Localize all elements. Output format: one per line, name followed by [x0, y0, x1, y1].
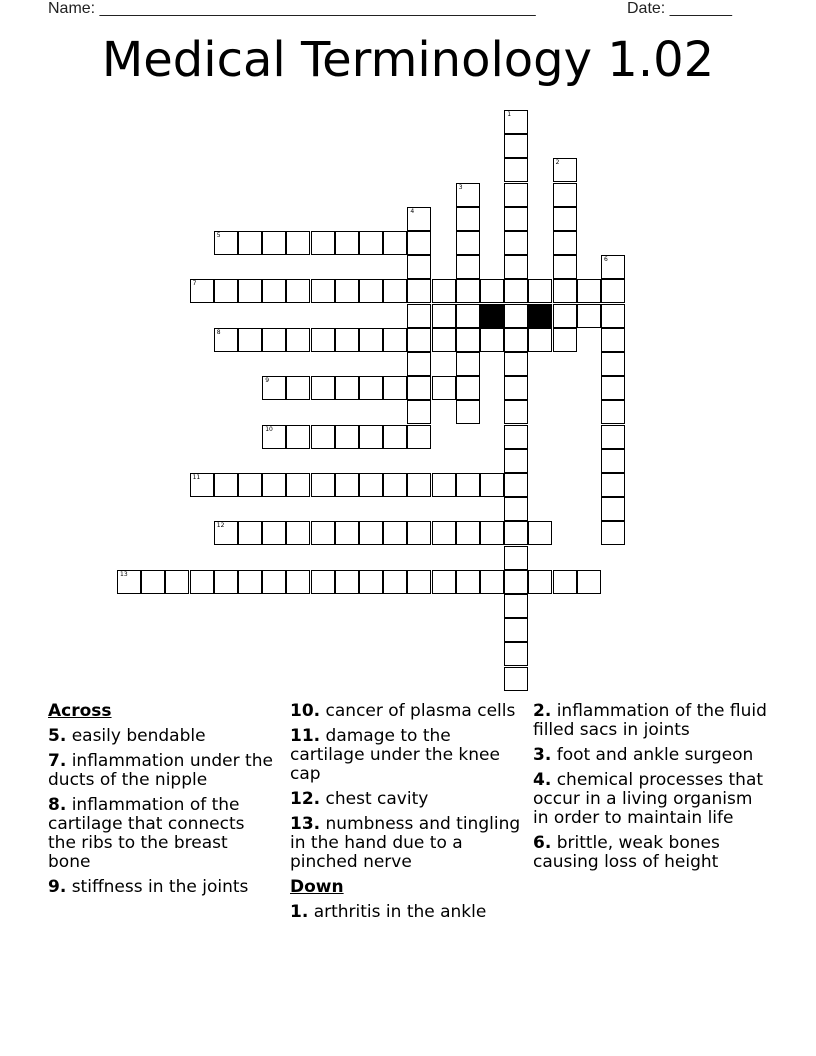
grid-cell[interactable] [577, 304, 601, 328]
grid-cell[interactable] [432, 521, 456, 545]
grid-cell[interactable] [335, 473, 359, 497]
grid-cell[interactable] [553, 207, 577, 231]
grid-cell[interactable] [553, 158, 577, 182]
grid-cell[interactable] [504, 594, 528, 618]
grid-cell[interactable] [456, 400, 480, 424]
grid-cell[interactable] [601, 352, 625, 376]
grid-cell[interactable] [456, 328, 480, 352]
grid-cell[interactable] [456, 279, 480, 303]
grid-cell[interactable] [214, 328, 238, 352]
grid-cell[interactable] [456, 521, 480, 545]
clue-number: 5. [48, 726, 67, 746]
grid-cell[interactable] [359, 521, 383, 545]
grid-cell[interactable] [456, 231, 480, 255]
grid-cell[interactable] [335, 231, 359, 255]
grid-cell[interactable] [553, 328, 577, 352]
grid-cell[interactable] [504, 158, 528, 182]
grid-cell[interactable] [504, 473, 528, 497]
clue-number: 1. [290, 902, 309, 922]
clue-number-label: 1 [507, 111, 512, 118]
clue-number-label: 2 [555, 159, 560, 167]
grid-cell[interactable] [407, 473, 431, 497]
clue-across-7 [48, 752, 273, 790]
grid-cell[interactable] [407, 400, 431, 424]
grid-cell[interactable] [262, 279, 286, 303]
grid-cell[interactable] [504, 376, 528, 400]
grid-cell[interactable] [553, 279, 577, 303]
clue-number: 2. [533, 701, 552, 721]
grid-cell[interactable] [480, 570, 504, 594]
grid-cell[interactable] [456, 352, 480, 376]
grid-cell[interactable] [601, 304, 625, 328]
grid-cell[interactable] [359, 570, 383, 594]
grid-cell[interactable] [407, 521, 431, 545]
clue-down-3 [533, 746, 768, 765]
grid-cell[interactable] [480, 521, 504, 545]
clue-across-12 [290, 790, 522, 809]
grid-cell[interactable] [504, 642, 528, 666]
clue-number-label: 9 [265, 377, 270, 385]
grid-cell[interactable] [407, 570, 431, 594]
grid-cell[interactable] [601, 425, 625, 449]
grid-cell[interactable] [528, 570, 552, 594]
grid-cell[interactable] [504, 207, 528, 231]
clue-number-label: 11 [192, 474, 201, 481]
grid-cell[interactable] [286, 231, 310, 255]
grid-cell[interactable] [407, 352, 431, 376]
grid-cell[interactable] [286, 328, 310, 352]
grid-cell[interactable] [383, 521, 407, 545]
grid-cell[interactable] [601, 521, 625, 545]
grid-cell[interactable] [601, 328, 625, 352]
grid-cell[interactable] [262, 425, 286, 449]
grid-cell[interactable] [359, 279, 383, 303]
down-heading: Down [290, 877, 344, 897]
grid-cell[interactable] [553, 570, 577, 594]
clue-text: brittle, weak bones causing loss of height [533, 833, 720, 872]
clue-across-13 [290, 815, 522, 872]
clue-down-2 [533, 702, 768, 740]
clue-number: 11. [290, 726, 321, 746]
clue-text: inflammation of the cartilage that connects the ribs to the breast bone [48, 795, 245, 872]
grid-cell[interactable] [601, 473, 625, 497]
grid-cell[interactable] [383, 279, 407, 303]
grid-cell[interactable] [504, 400, 528, 424]
grid-cell[interactable] [286, 425, 310, 449]
grid-cell[interactable] [504, 183, 528, 207]
grid-cell[interactable] [214, 473, 238, 497]
grid-cell[interactable] [432, 279, 456, 303]
grid-cell[interactable] [262, 328, 286, 352]
grid-cell[interactable] [504, 352, 528, 376]
grid-cell[interactable] [335, 425, 359, 449]
grid-cell[interactable] [601, 449, 625, 473]
clue-number-label: 4 [410, 207, 415, 215]
grid-cell[interactable] [407, 231, 431, 255]
grid-cell[interactable] [432, 376, 456, 400]
grid-cell[interactable] [504, 497, 528, 521]
grid-cell[interactable] [480, 473, 504, 497]
clue-text: stiffness in the joints [71, 877, 249, 897]
grid-cell[interactable] [432, 304, 456, 328]
grid-cell[interactable] [286, 521, 310, 545]
clue-text: numbness and tingling in the hand due to a pinched nerve [290, 814, 521, 872]
grid-cell[interactable] [359, 231, 383, 255]
grid-cell[interactable] [456, 473, 480, 497]
name-field[interactable]: Name: _________________________________________________ [48, 0, 536, 17]
clue-down-4 [533, 771, 768, 828]
grid-cell[interactable] [311, 231, 335, 255]
grid-cell[interactable] [117, 570, 141, 594]
clue-across-5 [48, 727, 273, 746]
grid-cell[interactable] [359, 425, 383, 449]
grid-cell[interactable] [601, 400, 625, 424]
clue-number: 4. [533, 770, 552, 790]
grid-cell[interactable] [190, 279, 214, 303]
grid-cell[interactable] [528, 521, 552, 545]
grid-cell[interactable] [262, 231, 286, 255]
grid-cell[interactable] [214, 279, 238, 303]
grid-cell[interactable] [238, 521, 262, 545]
clue-number-label: 7 [192, 280, 197, 288]
grid-cell[interactable] [504, 134, 528, 158]
clues-column-1 [48, 702, 273, 903]
grid-cell[interactable] [238, 473, 262, 497]
clue-number: 6. [533, 833, 552, 853]
clues-column-3 [533, 702, 768, 878]
grid-cell[interactable] [577, 570, 601, 594]
clue-across-10 [290, 702, 522, 721]
grid-cell[interactable] [311, 570, 335, 594]
grid-cell[interactable] [238, 570, 262, 594]
grid-cell[interactable] [504, 546, 528, 570]
grid-cell[interactable] [601, 279, 625, 303]
grid-cell[interactable] [383, 425, 407, 449]
grid-cell[interactable] [504, 618, 528, 642]
clue-text: arthritis in the ankle [313, 902, 487, 922]
clue-down-6 [533, 834, 768, 872]
clue-text: cancer of plasma cells [325, 701, 516, 721]
grid-cell[interactable] [504, 255, 528, 279]
grid-cell[interactable] [553, 304, 577, 328]
clue-number: 3. [533, 745, 552, 765]
grid-cell[interactable] [456, 255, 480, 279]
page-title: Medical Terminology 1.02 [101, 32, 715, 88]
grid-cell[interactable] [601, 255, 625, 279]
date-field[interactable]: Date: _______ [627, 0, 732, 17]
clue-number-label: 5 [216, 232, 221, 239]
clues-column-2 [290, 702, 522, 928]
clue-text: inflammation under the ducts of the nipple [48, 751, 273, 790]
grid-cell[interactable] [311, 376, 335, 400]
grid-cell[interactable] [504, 425, 528, 449]
grid-cell[interactable] [504, 279, 528, 303]
grid-cell[interactable] [432, 328, 456, 352]
grid-cell[interactable] [311, 521, 335, 545]
clue-across-8 [48, 796, 273, 872]
grid-cell[interactable] [383, 328, 407, 352]
grid-cell[interactable] [456, 376, 480, 400]
clue-text: easily bendable [71, 726, 206, 746]
clue-number-label: 13 [120, 570, 128, 578]
grid-cell[interactable] [407, 255, 431, 279]
grid-cell[interactable] [262, 376, 286, 400]
clue-text: foot and ankle surgeon [556, 745, 754, 765]
grid-cell[interactable] [335, 279, 359, 303]
black-square [528, 304, 552, 328]
grid-cell[interactable] [383, 473, 407, 497]
grid-cell[interactable] [553, 231, 577, 255]
grid-cell[interactable] [456, 207, 480, 231]
grid-cell[interactable] [504, 570, 528, 594]
grid-cell[interactable] [286, 570, 310, 594]
grid-cell[interactable] [480, 279, 504, 303]
grid-cell[interactable] [383, 231, 407, 255]
grid-cell[interactable] [335, 328, 359, 352]
grid-cell[interactable] [262, 521, 286, 545]
grid-cell[interactable] [214, 521, 238, 545]
grid-cell[interactable] [504, 449, 528, 473]
grid-cell[interactable] [407, 207, 431, 231]
grid-cell[interactable] [407, 376, 431, 400]
grid-cell[interactable] [432, 473, 456, 497]
clue-number-label: 12 [216, 522, 225, 530]
grid-cell[interactable] [504, 667, 528, 691]
grid-cell[interactable] [480, 328, 504, 352]
grid-cell[interactable] [504, 231, 528, 255]
grid-cell[interactable] [383, 570, 407, 594]
grid-cell[interactable] [165, 570, 189, 594]
clue-down-1 [290, 903, 522, 922]
grid-cell[interactable] [214, 570, 238, 594]
grid-cell[interactable] [335, 570, 359, 594]
grid-cell[interactable] [407, 328, 431, 352]
grid-cell[interactable] [553, 183, 577, 207]
grid-cell[interactable] [311, 279, 335, 303]
grid-cell[interactable] [577, 279, 601, 303]
grid-cell[interactable] [190, 570, 214, 594]
grid-cell[interactable] [359, 473, 383, 497]
grid-cell[interactable] [601, 497, 625, 521]
clue-number: 8. [48, 795, 67, 815]
grid-cell[interactable] [286, 279, 310, 303]
clue-number-label: 10 [265, 425, 273, 433]
clue-across-9 [48, 878, 273, 897]
clue-number: 10. [290, 701, 321, 721]
grid-cell[interactable] [456, 183, 480, 207]
clue-text: damage to the cartilage under the knee cap [290, 726, 500, 784]
grid-cell[interactable] [407, 279, 431, 303]
clue-number: 12. [290, 789, 321, 809]
clue-number-label: 3 [458, 183, 463, 191]
across-heading: Across [48, 701, 112, 721]
clue-text: inflammation of the fluid filled sacs in joints [533, 701, 767, 740]
grid-cell[interactable] [432, 570, 456, 594]
grid-cell[interactable] [407, 304, 431, 328]
grid-cell[interactable] [504, 304, 528, 328]
grid-cell[interactable] [383, 376, 407, 400]
grid-cell[interactable] [311, 425, 335, 449]
clue-number: 7. [48, 751, 67, 771]
grid-cell[interactable] [286, 376, 310, 400]
grid-cell[interactable] [214, 231, 238, 255]
grid-cell[interactable] [504, 521, 528, 545]
clue-across-11 [290, 727, 522, 784]
grid-cell[interactable] [238, 279, 262, 303]
grid-cell[interactable] [262, 473, 286, 497]
grid-cell[interactable] [190, 473, 214, 497]
grid-cell[interactable] [335, 376, 359, 400]
clue-number: 9. [48, 877, 67, 897]
clue-text: chest cavity [325, 789, 429, 809]
clue-text: chemical processes that occur in a living organism in order to maintain life [533, 770, 764, 828]
grid-cell[interactable] [504, 110, 528, 134]
grid-cell[interactable] [528, 328, 552, 352]
clue-number-label: 6 [604, 256, 608, 264]
grid-cell[interactable] [141, 570, 165, 594]
clue-number-label: 8 [216, 328, 221, 336]
black-square [480, 304, 504, 328]
grid-cell[interactable] [601, 376, 625, 400]
grid-cell[interactable] [456, 570, 480, 594]
grid-cell[interactable] [359, 328, 383, 352]
grid-cell[interactable] [238, 231, 262, 255]
grid-cell[interactable] [238, 328, 262, 352]
grid-cell[interactable] [286, 473, 310, 497]
grid-cell[interactable] [456, 304, 480, 328]
grid-cell[interactable] [262, 570, 286, 594]
grid-cell[interactable] [311, 328, 335, 352]
grid-cell[interactable] [335, 521, 359, 545]
grid-cell[interactable] [311, 473, 335, 497]
clue-number: 13. [290, 814, 321, 834]
grid-cell[interactable] [553, 255, 577, 279]
grid-cell[interactable] [504, 328, 528, 352]
grid-cell[interactable] [359, 376, 383, 400]
grid-cell[interactable] [407, 425, 431, 449]
grid-cell[interactable] [528, 279, 552, 303]
